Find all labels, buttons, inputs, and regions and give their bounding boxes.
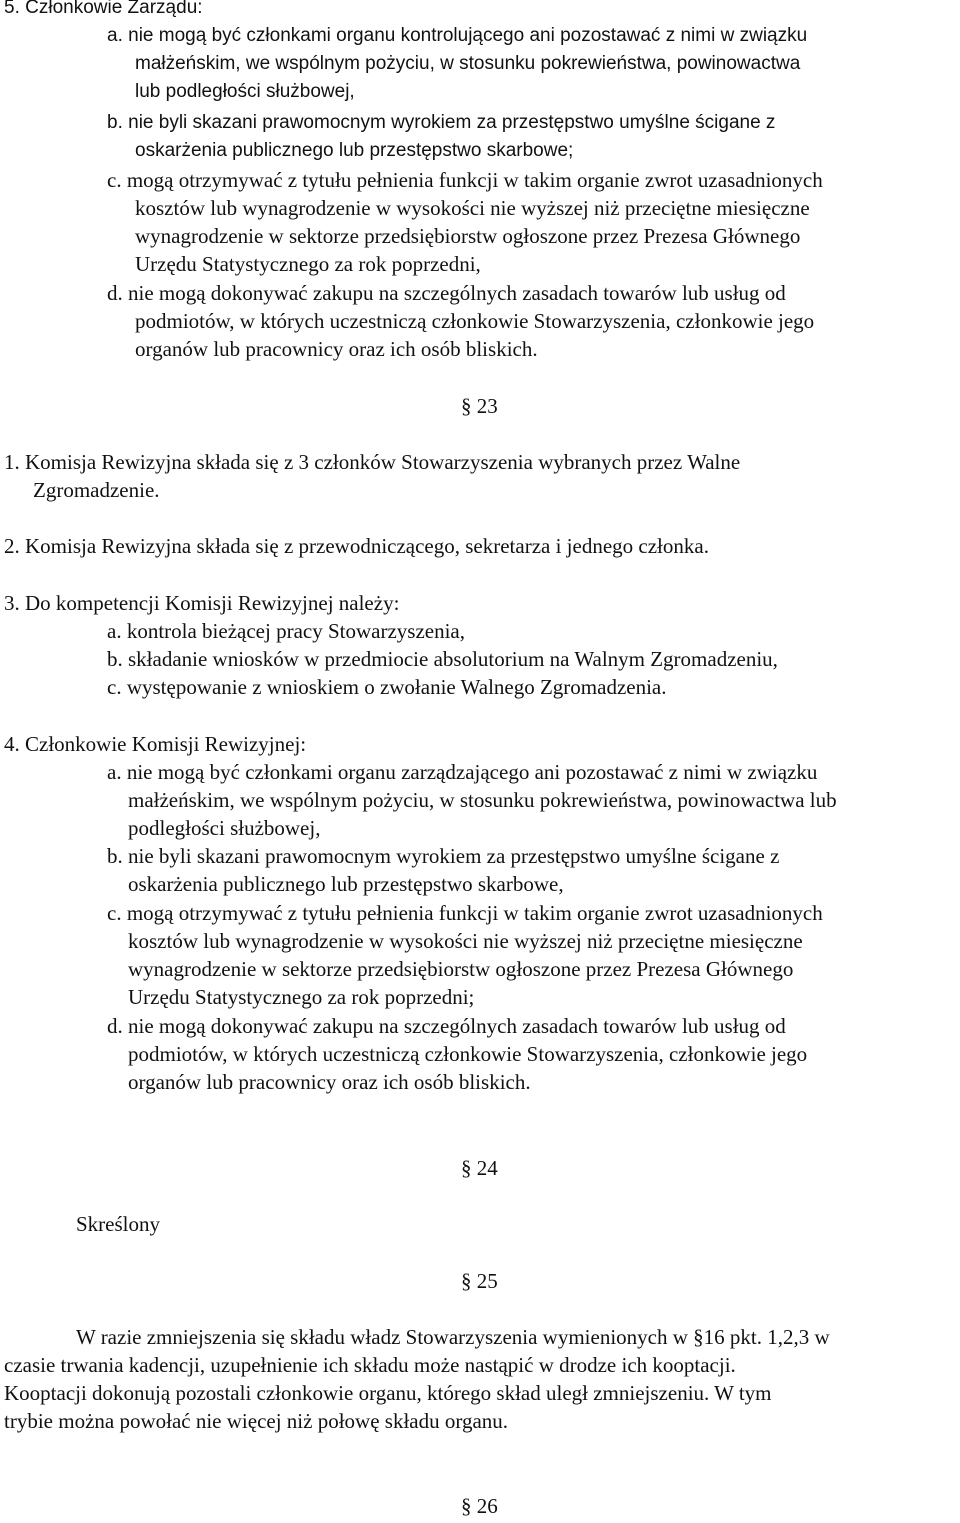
section-5-item-d-line1: d. nie mogą dokonywać zakupu na szczególnych zasadach towarów lub usług od xyxy=(107,281,786,305)
section-5-item-d-line2: podmiotów, w których uczestniczą członkowie Stowarzyszenia, członkowie jego xyxy=(135,309,815,333)
section-5-item-b-line1: b. nie byli skazani prawomocnym wyrokiem za przestępstwo umyślne ścigane z xyxy=(107,112,776,133)
section-5-item-a-line1: a. nie mogą być członkami organu kontrolującego ani pozostawać z nimi w związku xyxy=(107,25,808,46)
section-5-item-d-line3: organów lub pracownicy oraz ich osób bliskich. xyxy=(135,337,538,361)
paragraph-25-heading: § 25 xyxy=(461,1269,498,1293)
section-5-item-a-line3: lub podległości służbowej, xyxy=(135,81,355,102)
section-5-item-b-line2: oskarżenia publicznego lub przestępstwo skarbowe; xyxy=(135,140,574,161)
par23-point-4-item-c-line1: c. mogą otrzymywać z tytułu pełnienia funkcji w takim organie zwrot uzasadnionych xyxy=(107,901,823,925)
par23-point-4-item-c-line4: Urzędu Statystycznego za rok poprzedni; xyxy=(128,985,475,1009)
par23-point-4-item-c-line3: wynagrodzenie w sektorze przedsiębiorstw ogłoszone przez Prezesa Głównego xyxy=(128,957,794,981)
section-5-item-a-line2: małżeńskim, we wspólnym pożyciu, w stosunku pokrewieństwa, powinowactwa xyxy=(135,53,801,74)
par23-point-4-item-d-line2: podmiotów, w których uczestniczą członkowie Stowarzyszenia, członkowie jego xyxy=(128,1042,808,1066)
paragraph-26-heading: § 26 xyxy=(461,1494,498,1518)
par23-point-4-item-b-line1: b. nie byli skazani prawomocnym wyrokiem za przestępstwo umyślne ścigane z xyxy=(107,844,780,868)
paragraph-23-heading: § 23 xyxy=(461,394,498,418)
paragraph-25-line1: W razie zmniejszenia się składu władz Stowarzyszenia wymienionych w §16 pkt. 1,2,3 w xyxy=(76,1325,830,1349)
par23-point-1-line1: 1. Komisja Rewizyjna składa się z 3 członków Stowarzyszenia wybranych przez Walne xyxy=(4,450,741,474)
paragraph-24-text: Skreślony xyxy=(76,1212,160,1236)
paragraph-25-line2: czasie trwania kadencji, uzupełnienie ich składu może nastąpić w drodze ich kooptacji. xyxy=(4,1353,736,1377)
paragraph-25-line4: trybie można powołać nie więcej niż połowę składu organu. xyxy=(4,1409,509,1433)
par23-point-4-item-d-line3: organów lub pracownicy oraz ich osób bliskich. xyxy=(128,1070,531,1094)
par23-point-2: 2. Komisja Rewizyjna składa się z przewodniczącego, sekretarza i jednego członka. xyxy=(4,534,709,558)
section-5-item-c-line1: c. mogą otrzymywać z tytułu pełnienia funkcji w takim organie zwrot uzasadnionych xyxy=(107,168,823,192)
par23-point-4-item-b-line2: oskarżenia publicznego lub przestępstwo skarbowe, xyxy=(128,872,564,896)
par23-point-1-line2: Zgromadzenie. xyxy=(33,478,160,502)
par23-point-4-item-a-line2: małżeńskim, we wspólnym pożyciu, w stosunku pokrewieństwa, powinowactwa lub xyxy=(128,788,837,812)
par23-point-4-item-a-line3: podległości służbowej, xyxy=(128,816,321,840)
par23-point-3-item-c: c. występowanie z wnioskiem o zwołanie Walnego Zgromadzenia. xyxy=(107,675,667,699)
paragraph-24-heading: § 24 xyxy=(461,1156,498,1180)
par23-point-3-heading: 3. Do kompetencji Komisji Rewizyjnej należy: xyxy=(4,591,400,615)
par23-point-3-item-b: b. składanie wniosków w przedmiocie absolutorium na Walnym Zgromadzeniu, xyxy=(107,647,778,671)
par23-point-3-item-a: a. kontrola bieżącej pracy Stowarzyszenia, xyxy=(107,619,465,643)
par23-point-4-item-d-line1: d. nie mogą dokonywać zakupu na szczególnych zasadach towarów lub usług od xyxy=(107,1014,786,1038)
par23-point-4-item-c-line2: kosztów lub wynagrodzenie w wysokości nie wyższej niż przeciętne miesięczne xyxy=(128,929,803,953)
par23-point-4-item-a-line1: a. nie mogą być członkami organu zarządzającego ani pozostawać z nimi w związku xyxy=(107,760,818,784)
section-5-heading: 5. Członkowie Zarządu: xyxy=(4,0,203,18)
paragraph-25-line3: Kooptacji dokonują pozostali członkowie organu, którego skład uległ zmniejszeniu. W tym xyxy=(4,1381,772,1405)
section-5-item-c-line4: Urzędu Statystycznego za rok poprzedni, xyxy=(135,252,481,276)
section-5-item-c-line2: kosztów lub wynagrodzenie w wysokości nie wyższej niż przeciętne miesięczne xyxy=(135,196,810,220)
par23-point-4-heading: 4. Członkowie Komisji Rewizyjnej: xyxy=(4,732,307,756)
section-5-item-c-line3: wynagrodzenie w sektorze przedsiębiorstw ogłoszone przez Prezesa Głównego xyxy=(135,224,801,248)
